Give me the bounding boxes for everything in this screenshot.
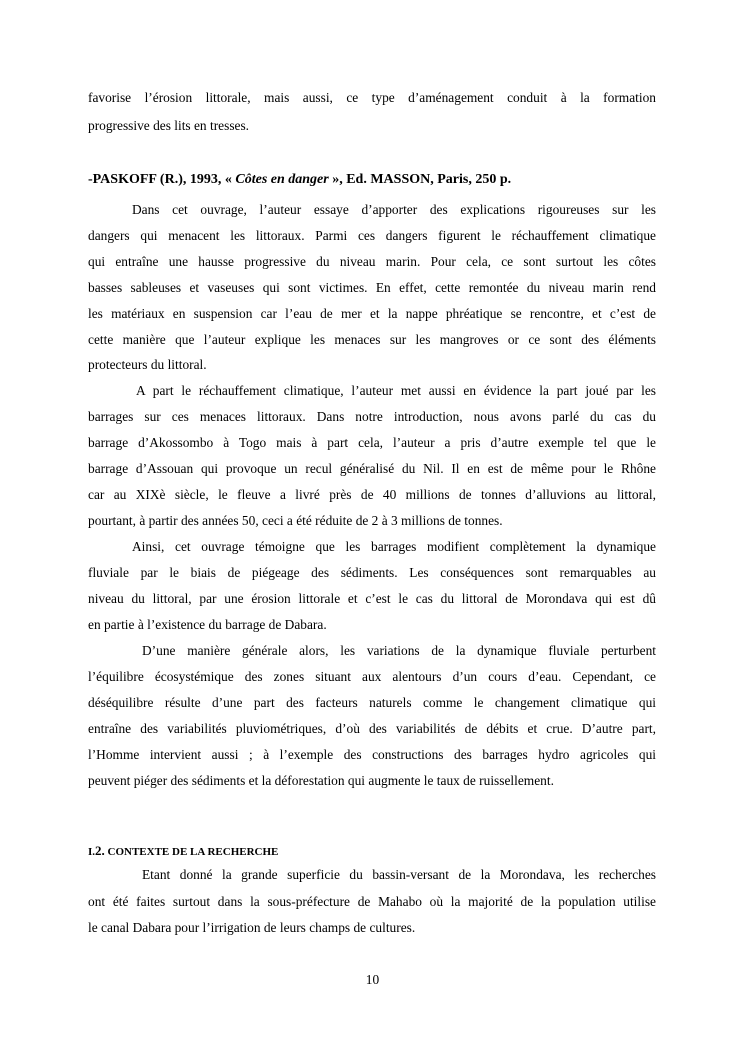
p4-line-5: l’Homme intervient aussi ; à l’exemple des constructions des barrages hydro agricoles qui	[88, 747, 656, 762]
section-number-prefix: I.	[88, 846, 96, 858]
page-number: 10	[365, 972, 380, 987]
reference-prefix: -PASKOFF (R.), 1993, «	[88, 172, 236, 187]
p1-line-7: protecteurs du littoral.	[88, 357, 207, 372]
p2-line-3: barrage d’Akossombo à Togo mais à part cela, l’auteur a pris d’autre exemple tel que le	[88, 435, 656, 450]
section-heading	[88, 842, 656, 861]
p5-line-2: ont été faites surtout dans la sous-préfecture de Mahabo où la majorité de la population utilise	[88, 894, 656, 909]
p1-line-4: basses sableuses et vaseuses qui sont victimes. En effet, cette remontée du niveau marin rend	[88, 280, 656, 295]
p3-line-4: en partie à l’existence du barrage de Dabara.	[88, 617, 327, 632]
p1-line-6: cette manière que l’auteur explique les menaces sur les mangroves or ce sont des éléments	[88, 332, 656, 347]
p1-line-3: qui entraîne une hausse progressive du niveau marin. Pour cela, ce sont surtout les côtes	[88, 254, 656, 269]
p2-line-1: A part le réchauffement climatique, l’auteur met aussi en évidence la part joué par les	[136, 383, 656, 398]
p1-line-5: les matériaux en suspension car l’eau de mer et la nappe phréatique se rencontre, et c’est de	[88, 306, 656, 321]
p5-line-1: Etant donné la grande superficie du bassin-versant de la Morondava, les recherches	[142, 867, 656, 882]
p3-line-1: Ainsi, cet ouvrage témoigne que les barrages modifient complètement la dynamique	[132, 539, 656, 554]
p2-line-4: barrage d’Assouan qui provoque un recul généralisé du Nil. Il en est de même pour le Rhône	[88, 461, 656, 476]
p4-line-3: déséquilibre résulte d’une part des facteurs naturels comme le changement climatique qui	[88, 695, 656, 710]
intro-line-1: favorise l’érosion littorale, mais aussi, ce type d’aménagement conduit à la formation	[88, 90, 656, 105]
p2-line-2: barrages sur ces menaces littoraux. Dans notre introduction, nous avons parlé du cas du	[88, 409, 656, 424]
reference-entry	[88, 171, 656, 188]
p3-line-2: fluviale par le biais de piégeage des sédiments. Les conséquences sont remarquables au	[88, 565, 656, 580]
p2-line-5: car au XIXè siècle, le fleuve a livré près de 40 millions de tonnes d’alluvions au littoral,	[88, 487, 656, 502]
p3-line-3: niveau du littoral, par une érosion littorale et c’est le cas du littoral de Morondava qui est dû	[88, 591, 656, 606]
section-title: CONTEXTE DE LA RECHERCHE	[104, 846, 279, 858]
p1-line-1: Dans cet ouvrage, l’auteur essaye d’apporter des explications rigoureuses sur les	[132, 202, 656, 217]
p4-line-6: peuvent piéger des sédiments et la déforestation qui augmente le taux de ruissellement.	[88, 773, 554, 788]
p4-line-1: D’une manière générale alors, les variations de la dynamique fluviale perturbent	[142, 643, 656, 658]
p2-line-6: pourtant, à partir des années 50, ceci a été réduite de 2 à 3 millions de tonnes.	[88, 513, 503, 528]
p5-line-3: le canal Dabara pour l’irrigation de leurs champs de cultures.	[88, 920, 416, 935]
p4-line-4: entraîne des variabilités pluviométriques, d’où des variabilités de débits et crue. D’autre part,	[88, 721, 656, 736]
reference-title: Côtes en danger	[235, 172, 329, 187]
section-number: 2.	[95, 843, 105, 858]
intro-line-2: progressive des lits en tresses.	[88, 118, 250, 133]
p4-line-2: l’équilibre écosystémique des zones situant aux alentours d’un cours d’eau. Cependant, ce	[88, 669, 656, 684]
reference-suffix: », Ed. MASSON, Paris, 250 p.	[328, 172, 512, 187]
p1-line-2: dangers qui menacent les littoraux. Parmi ces dangers figurent le réchauffement climatique	[88, 228, 656, 243]
